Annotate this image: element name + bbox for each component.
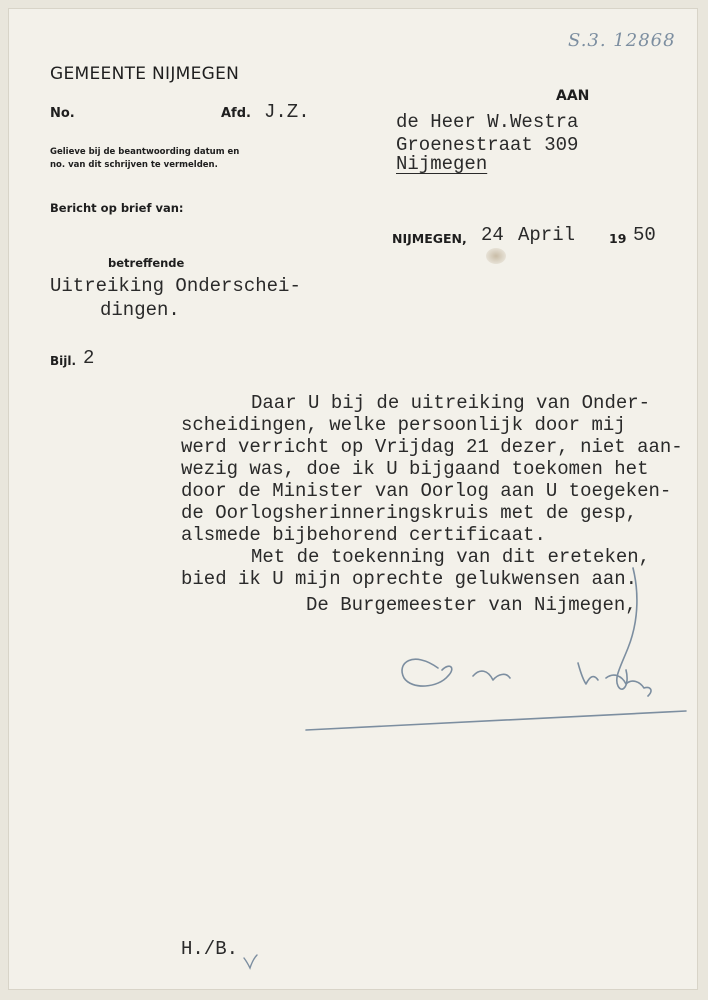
aan-label: AAN xyxy=(556,88,590,104)
recipient-name: de Heer W.Westra xyxy=(396,111,579,133)
body-line: Daar U bij de uitreiking van Onder- xyxy=(251,392,651,414)
date-year: 50 xyxy=(633,224,656,246)
body-line: bied ik U mijn oprechte gelukwensen aan. xyxy=(181,568,638,590)
paper-stain xyxy=(486,248,506,264)
organization-name: GEMEENTE NIJMEGEN xyxy=(50,64,240,84)
body-line: scheidingen, welke persoonlijk door mij xyxy=(181,414,626,436)
afd-value: J.Z. xyxy=(264,101,310,123)
closing-line: De Burgemeester van Nijmegen, xyxy=(306,594,637,616)
enclosure-count: 2 xyxy=(83,347,95,369)
date-day: 24 xyxy=(481,224,504,246)
body-line: door de Minister van Oorlog aan U toegeken- xyxy=(181,480,672,502)
recipient-street: Groenestraat 309 xyxy=(396,134,579,156)
reply-note-line1: Gelieve bij de beantwoording datum en xyxy=(50,147,240,157)
recipient-city: Nijmegen xyxy=(396,153,488,175)
body-line: wezig was, doe ik U bijgaand toekomen het xyxy=(181,458,649,480)
reply-note-line2: no. van dit schrijven te vermelden. xyxy=(50,160,218,170)
archive-reference: S.3. 12868 xyxy=(568,30,676,51)
date-place: NIJMEGEN, xyxy=(392,231,467,246)
typist-initials: H./B. xyxy=(181,938,239,960)
body-line: werd verricht op Vrijdag 21 dezer, niet aan- xyxy=(181,436,683,458)
body-line: alsmede bijbehorend certificaat. xyxy=(181,524,546,546)
bijl-label: Bijl. xyxy=(50,354,77,368)
date-century: 19 xyxy=(609,231,627,246)
letter-sheet xyxy=(8,8,698,990)
subject-line2: dingen. xyxy=(100,299,180,321)
betreffende-label: betreffende xyxy=(108,256,185,270)
afd-label: Afd. xyxy=(221,106,251,121)
date-month: April xyxy=(518,224,576,246)
no-label: No. xyxy=(50,106,75,121)
initials-tick-mark xyxy=(242,952,258,972)
body-line: Met de toekenning van dit ereteken, xyxy=(251,546,651,568)
signature-image xyxy=(288,558,698,758)
subject-line1: Uitreiking Onderschei- xyxy=(50,275,301,297)
bericht-label: Bericht op brief van: xyxy=(50,201,184,215)
body-line: de Oorlogsherinneringskruis met de gesp, xyxy=(181,502,638,524)
